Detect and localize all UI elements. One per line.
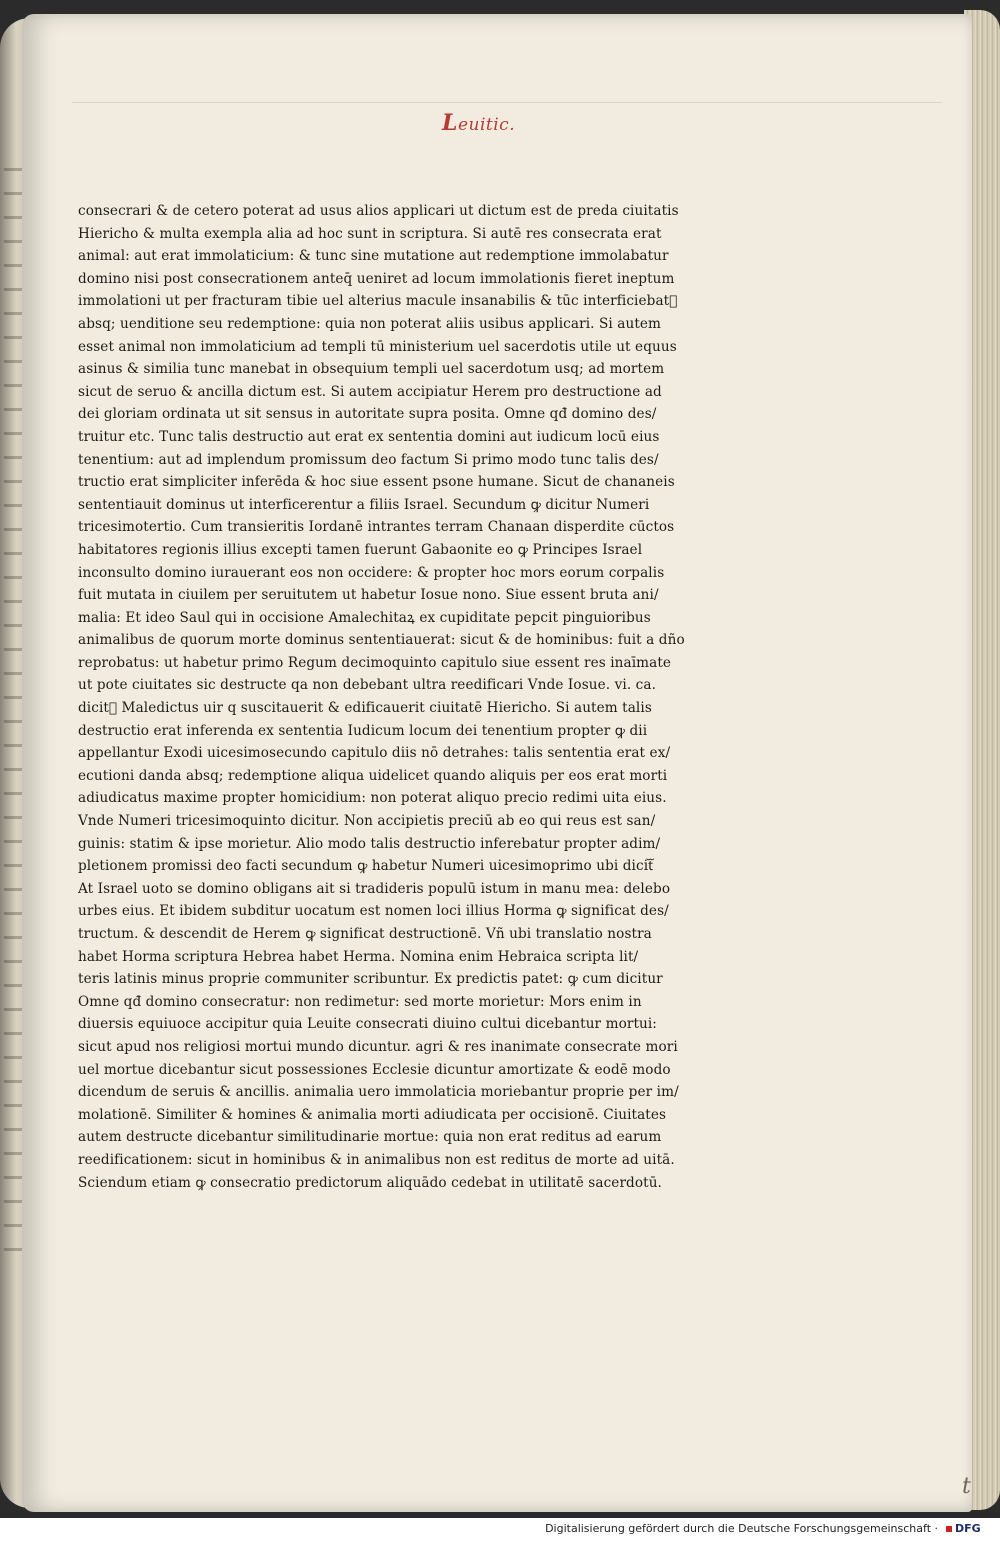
text-line: asinus & similia tunc manebat in obsequium templi uel sacerdotum usq; ad mortem bbox=[78, 361, 665, 378]
text-line: Sciendum etiam ꝙ consecratio predictorum aliquādo cedebat in utilitatē sacerdotū. bbox=[78, 1174, 662, 1191]
text-line: inconsulto domino iurauerant eos non occidere: & propter hoc mors eorum corpalis bbox=[78, 564, 665, 581]
text-line: destructio erat inferenda ex sententia Iudicum locum dei tenentium propter ꝙ dii bbox=[78, 722, 648, 739]
text-line: fuit mutata in ciuilem per seruitutem ut habetur Iosue nono. Siue essent bruta ani/ bbox=[78, 587, 659, 604]
text-line: appellantur Exodi uicesimosecundo capitulo diis nō detrahes: talis sententia erat ex/ bbox=[78, 745, 671, 762]
text-line: At Israel uoto se domino obligans ait si tradideris populū istum in manu mea: delebo bbox=[78, 880, 671, 897]
text-line: dicitᷓ Maledictus uir q suscitauerit & edificauerit ciuitatē Hiericho. Si autem talis bbox=[78, 700, 652, 717]
text-line: uel mortue dicebantur sicut possessiones Ecclesie dicuntur amortizate & eodē modo bbox=[78, 1061, 671, 1078]
text-line: absq; uenditione seu redemptione: quia non poterat aliis usibus applicari. Si autem bbox=[78, 315, 662, 332]
text-line: habet Horma scriptura Hebrea habet Herma. Nomina enim Hebraica scripta lit/ bbox=[78, 948, 639, 965]
text-line: autem destructe dicebantur similitudinarie mortue: quia non erat reditus ad earum bbox=[78, 1129, 662, 1146]
text-line: guinis: statim & ipse morietur. Alio modo talis destructio inferebatur propter adim/ bbox=[78, 835, 661, 852]
text-line: tructum. & descendit de Herem ꝙ significat destructionē. Vñ ubi translatio nostra bbox=[78, 926, 652, 942]
footer-credit: Digitalisierung gefördert durch die Deutsche Forschungsgemeinschaft · bbox=[545, 1522, 938, 1535]
footer-bar bbox=[0, 1518, 1000, 1541]
text-line: teris latinis minus proprie communiter scribuntur. Ex predictis patet: ꝙ cum dicitur bbox=[78, 971, 663, 988]
text-line: sicut apud nos religiosi mortui mundo dicuntur. agri & res inanimate consecrate mori bbox=[78, 1038, 678, 1055]
text-line: ut pote ciuitates sic destructe qa non debebant ultra reedificari Vnde Iosue. vi. ca. bbox=[78, 677, 657, 694]
text-line: malia: Et ideo Saul qui in occisione Amalechitaꝝ ex cupiditate pepcit pinguioribus bbox=[78, 609, 651, 626]
text-line: reedificationem: sicut in hominibus & in animalibus non est reditus de morte ad uitā. bbox=[78, 1151, 675, 1168]
text-line: tructio erat simpliciter inferēda & hoc siue essent psone humane. Sicut de chananeis bbox=[78, 474, 675, 491]
text-line: habitatores regionis illius excepti tamen fuerunt Gabaonite eo ꝙ Principes Israel bbox=[78, 541, 643, 558]
dfg-logo: DFG bbox=[946, 1522, 990, 1536]
text-line: dei gloriam ordinata ut sit sensus in autoritate supra posita. Omne qđ domino des/ bbox=[78, 406, 657, 423]
text-line: animalibus de quorum morte dominus sententiauerat: sicut & de hominibus: fuit a dño bbox=[78, 632, 685, 649]
text-line: adiudicatus maxime propter homicidium: non poterat aliquo precio redimi uita eius. bbox=[78, 790, 667, 807]
text-line: immolationi ut per fracturam tibie uel alterius macule insanabilis & tūc interficiebatᷓ bbox=[78, 293, 678, 310]
text-line: sicut de seruo & ancilla dictum est. Si autem accipiatur Herem pro destructione ad bbox=[78, 383, 662, 400]
text-line: truitur etc. Tunc talis destructio aut erat ex sententia domini aut iudicum locū eius bbox=[78, 428, 660, 445]
text-line: animal: aut erat immolaticium: & tunc sine mutatione aut redemptione immolabatur bbox=[78, 248, 669, 265]
text-line: esset animal non immolaticium ad templi tū ministerium uel sacerdotis utile ut equus bbox=[78, 338, 677, 355]
text-line: consecrari & de cetero poterat ad usus alios applicari ut dictum est de preda ciuitatis bbox=[78, 203, 679, 219]
text-line: dicendum de seruis & ancillis. animalia uero immolaticia moriebantur proprie per im/ bbox=[78, 1084, 679, 1101]
page-fold-line bbox=[72, 102, 942, 103]
text-line: sententiauit dominus ut interficerentur a filiis Israel. Secundum ꝙ dicitur Numeri bbox=[78, 496, 650, 513]
text-line: urbes eius. Et ibidem subditur uocatum est nomen loci illius Horma ꝙ significat des/ bbox=[78, 903, 669, 920]
text-line: Omne qđ domino consecratur: non redimetur: sed morte morietur: Mors enim in bbox=[78, 993, 642, 1010]
text-line: tricesimotertio. Cum transieritis Iordanē intrantes terram Chanaan disperdite cūctos bbox=[78, 519, 675, 536]
text-line: diuersis equiuoce accipitur quia Leuite consecrati diuino cultui dicebantur mortui: bbox=[78, 1016, 657, 1033]
body-text bbox=[78, 200, 708, 1194]
text-line: pletionem promissi deo facti secundum ꝙ habetur Numeri uicesimoprimo ubi dicitᷓ bbox=[78, 858, 654, 875]
text-line: ecutioni danda absq; redemptione aliqua uidelicet quando aliquis per eos erat morti bbox=[78, 767, 668, 784]
text-line: Hiericho & multa exempla alia ad hoc sunt in scriptura. Si autē res consecrata erat bbox=[78, 225, 662, 242]
text-line: reprobatus: ut habetur primo Regum decimoquinto capitulo siue essent res inaīmate bbox=[78, 654, 672, 671]
text-line: domino nisi post consecrationem anteq̄ ueniret ad locum immolationis fieret ineptum bbox=[78, 270, 675, 287]
text-line: molationē. Similiter & homines & animalia morti adiudicata per occisionē. Ciuitates bbox=[78, 1106, 667, 1123]
running-head: Leuitic. bbox=[442, 110, 516, 136]
corner-mark: t bbox=[962, 1474, 971, 1499]
text-line: Vnde Numeri tricesimoquinto dicitur. Non accipietis preciū ab eo qui reus est san/ bbox=[78, 813, 656, 830]
text-line: tenentium: aut ad implendum promissum deo factum Si primo modo tunc talis des/ bbox=[78, 451, 659, 468]
